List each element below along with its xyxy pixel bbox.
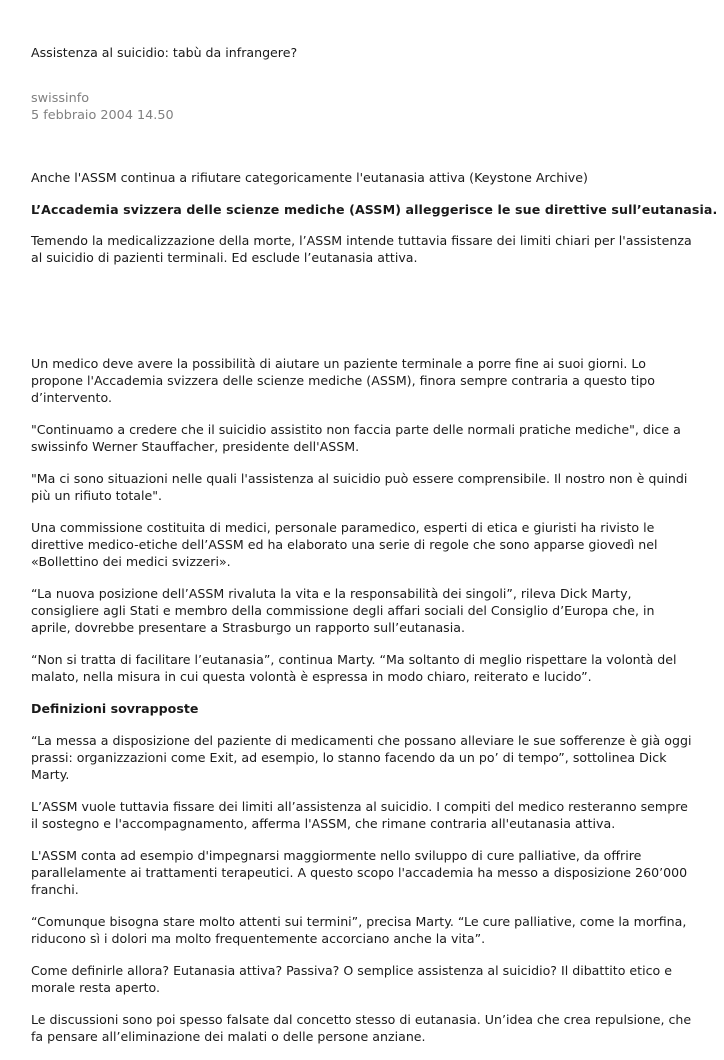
- image-caption: Anche l'ASSM continua a rifiutare categoricamente l'eutanasia attiva (Keystone Archive): [31, 170, 588, 185]
- paragraph: “La nuova posizione dell’ASSM rivaluta la vita e la responsabilità dei singoli”, rileva Dick Marty, consigliere agli Stati e membro della commissione degli affari sociali del Consiglio d’Europa che, in aprile, dovrebbe presentare a Strasburgo un rapporto sull’eutanasia.: [31, 586, 655, 635]
- paragraph: Come definirle allora? Eutanasia attiva? Passiva? O semplice assistenza al suicidio? Il dibattito etico e morale resta aperto.: [31, 963, 672, 995]
- paragraph: “Non si tratta di facilitare l’eutanasia”, continua Marty. “Ma soltanto di meglio rispettare la volontà del malato, nella misura in cui questa volontà è espressa in modo chiaro, reiterato e lucido”.: [31, 652, 677, 684]
- paragraph: L’ASSM vuole tuttavia fissare dei limiti all’assistenza al suicidio. I compiti del medico resteranno sempre il sostegno e l'accompagnamento, afferma l'ASSM, che rimane contraria all'eutanasia attiva.: [31, 799, 688, 831]
- article-intro: Temendo la medicalizzazione della morte, l’ASSM intende tuttavia fissare dei limiti chiari per l'assistenza al suicidio di pazienti terminali. Ed esclude l’eutanasia attiva.: [31, 233, 692, 265]
- paragraph: Un medico deve avere la possibilità di aiutare un paziente terminale a porre fine ai suoi giorni. Lo propone l'Accademia svizzera delle scienze mediche (ASSM), finora sempre contraria a questo tipo d’intervento.: [31, 356, 655, 405]
- paragraph: Le discussioni sono poi spesso falsate dal concetto stesso di eutanasia. Un’idea che crea repulsione, che fa pensare all’eliminazione dei malati o delle persone anziane.: [31, 1012, 692, 1044]
- paragraph: “Comunque bisogna stare molto attenti sui termini”, precisa Marty. “Le cure palliative, come la morfina, riducono sì i dolori ma molto frequentemente accorciano anche la vita”.: [31, 914, 687, 946]
- section-heading: Definizioni sovrapposte: [31, 701, 199, 716]
- paragraph: “La messa a disposizione del paziente di medicamenti che possano alleviare le sue sofferenze è già oggi prassi: organizzazioni come Exit, ad esempio, lo stanno facendo da un po’ di tempo”, sottolinea Dick Marty.: [31, 733, 692, 782]
- article-lead: L’Accademia svizzera delle scienze mediche (ASSM) alleggerisce le sue direttive sull’eutanasia.: [31, 202, 718, 217]
- article-source: swissinfo: [31, 91, 90, 106]
- paragraph: "Continuamo a credere che il suicidio assistito non faccia parte delle normali pratiche mediche", dice a swissinfo Werner Stauffacher, presidente dell'ASSM.: [31, 422, 681, 454]
- article-title: Assistenza al suicidio: tabù da infrangere?: [31, 45, 298, 60]
- article-date: 5 febbraio 2004 14.50: [31, 108, 174, 123]
- paragraph: "Ma ci sono situazioni nelle quali l'assistenza al suicidio può essere comprensibile. Il nostro non è quindi più un rifiuto totale".: [31, 471, 688, 503]
- paragraph: Una commissione costituita di medici, personale paramedico, esperti di etica e giuristi ha rivisto le direttive medico-etiche dell’ASSM ed ha elaborato una serie di regole che sono apparse giovedì nel «Bollettino dei medici svizzeri».: [31, 520, 658, 569]
- article-body: [31, 355, 697, 1060]
- article-meta: [31, 90, 174, 124]
- paragraph: L'ASSM conta ad esempio d'impegnarsi maggiormente nello sviluppo di cure palliative, da offrire parallelamente ai trattamenti terapeutici. A questo scopo l'accademia ha messo a disposizione 260’000 franchi.: [31, 848, 688, 897]
